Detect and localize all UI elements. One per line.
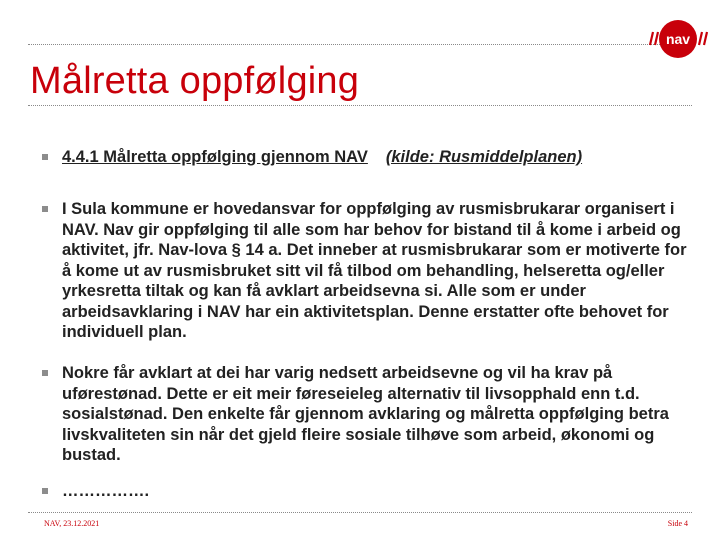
bullet-item xyxy=(42,199,692,343)
bullet-marker xyxy=(42,488,48,494)
footer-divider xyxy=(28,512,692,513)
bullet-text: ……………. xyxy=(62,482,150,500)
bullet-item xyxy=(42,363,692,466)
bullet-item xyxy=(42,147,692,168)
bullet-marker xyxy=(42,154,48,160)
source-note-link[interactable]: (kilde: Rusmiddelplanen) xyxy=(385,148,583,166)
nav-logo-text: nav xyxy=(665,31,691,47)
bullet-marker xyxy=(42,206,48,212)
bullet-item xyxy=(42,481,692,502)
bullet-text: Nokre får avklart at dei har varig nedsett arbeidsevne og vil ha krav på uførestønad. Dette er eit meir føreseieleg alternativ til livsopphald enn t.d. sosialstønad. Den enkelte får gjennom avklaring og målretta oppfølging betra livskvaliteten sin når det gjeld fleire sosiale tilhøve som arbeid, økonomi og bustad. xyxy=(62,364,669,464)
top-divider xyxy=(28,44,692,45)
nav-logo xyxy=(648,18,710,60)
title-divider xyxy=(28,105,692,106)
slide-title: Målretta oppfølging xyxy=(30,60,360,102)
page-number: Side 4 xyxy=(667,519,688,528)
section-reference-link[interactable]: 4.4.1 Målretta oppfølging gjennom NAV xyxy=(62,148,368,166)
bullet-text: I Sula kommune er hovedansvar for oppfølging av rusmisbrukarar organisert i NAV. Nav gir oppfølging til alle som har behov for bistand til å kome i arbeid og aktivitet, jfr. Nav-lova § 14 a. Det inneber at rusmisbrukarar som er motiverte for å kome ut av rusmisbruket sitt vil få tilbod om behandling, helseretta og/eller yrkesretta tiltak og kan få avklart arbeidsevna si. Alle som er under arbeidsavklaring i NAV har ein aktivitetsplan. Denne erstatter ofte behovet for individuell plan. xyxy=(62,200,687,341)
bullet-marker xyxy=(42,370,48,376)
footer-date: NAV, 23.12.2021 xyxy=(44,519,100,528)
